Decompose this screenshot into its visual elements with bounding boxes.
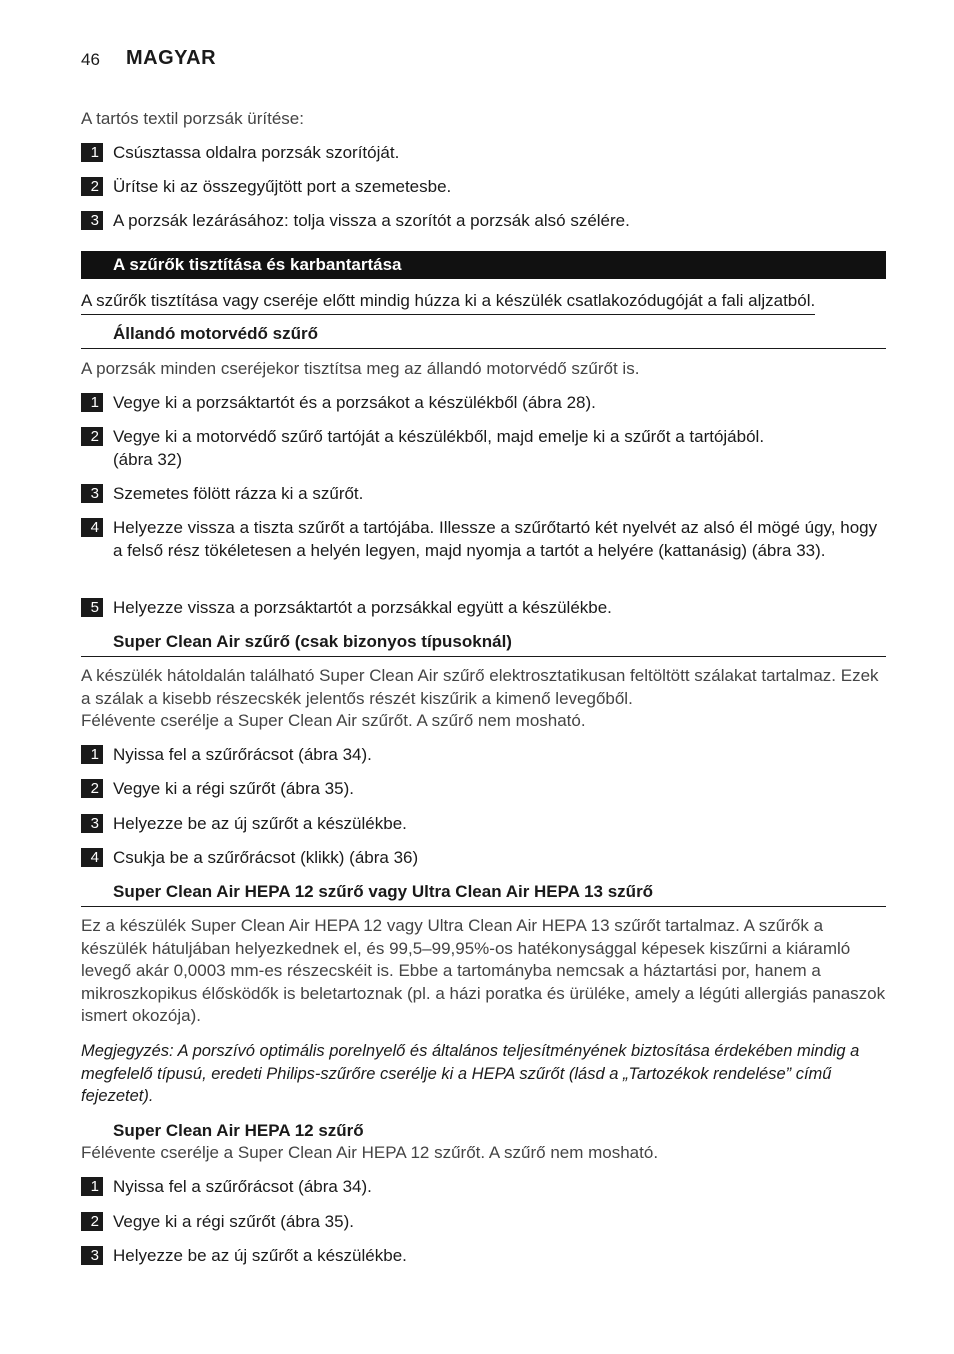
step-text: Helyezze vissza a porzsáktartót a porzsákkal együtt a készülékbe. (113, 598, 612, 617)
subheading-super-clean-air (81, 631, 886, 657)
subheading-motor-filter (81, 323, 886, 349)
step-a-1 (81, 142, 881, 165)
step-text: Helyezze vissza a tiszta szűrőt a tartójába. Illessze a szűrőtartó két nyelvét az alsó él mögé úgy, hogy a felső rész tökéletesen a helyén legyen, majd nyomja a tartót a helyére (kattanásig) (ábra 33). (113, 518, 878, 560)
step-b-5 (81, 597, 881, 620)
step-text: Vegye ki a régi szűrőt (ábra 35). (113, 1212, 354, 1231)
step-c-1 (81, 744, 881, 767)
hepa-description: Ez a készülék Super Clean Air HEPA 12 vagy Ultra Clean Air HEPA 13 szűrőt tartalmaz. A szűrők a készülék hátuljában helyezkednek el, és 99,5–99,95%-os hatékonysággal képesek kiszűrni a kiáramló levegő akár 0,0003 mm-es részecskéit is. Ebbe a tartományba nemcsak a háztartási por, hanem a mikroszkopikus élősködők is beletartoznak (pl. a házi poratka és ürüléke, amely a légúti allergiás panaszok ismert okozója). (81, 916, 886, 1025)
subheading-hepa-filters (81, 881, 886, 907)
step-text: Ürítse ki az összegyűjtött port a szemetesbe. (113, 177, 452, 196)
step-number: 1 (81, 745, 103, 764)
step-b-3 (81, 483, 881, 506)
subheading-text: Állandó motorvédő szűrő (113, 324, 318, 343)
step-text: Helyezze be az új szűrőt a készülékbe. (113, 1246, 407, 1265)
step-number: 5 (81, 598, 103, 617)
step-b-1 (81, 392, 881, 415)
step-number: 2 (81, 1212, 103, 1231)
step-number: 2 (81, 177, 103, 196)
step-c-3 (81, 813, 881, 836)
step-text: Vegye ki a régi szűrőt (ábra 35). (113, 779, 354, 798)
hepa-note: Megjegyzés: A porszívó optimális porelnyelő és általános teljesítményének biztosítása érdekében mindig a megfelelő típusú, eredeti Philips-szűrőre cserélje ki a HEPA szűrőt (lásd a „Tartozékok rendelése” című fejezetet). (81, 1042, 860, 1105)
step-text: Nyissa fel a szűrőrácsot (ábra 34). (113, 1177, 372, 1196)
subheading-text: Super Clean Air HEPA 12 szűrő vagy Ultra Clean Air HEPA 13 szűrő (113, 882, 654, 901)
step-d-3 (81, 1245, 881, 1268)
step-d-2 (81, 1211, 881, 1234)
step-number: 3 (81, 814, 103, 833)
step-b-4 (81, 517, 891, 562)
step-c-2 (81, 778, 881, 801)
step-text: Vegye ki a motorvédő szűrő tartóját a készülékből, majd emelje ki a szűrőt a tartójából. (ábra 32) (113, 427, 765, 469)
step-number: 1 (81, 143, 103, 162)
step-text: Csukja be a szűrőrácsot (klikk) (ábra 36) (113, 848, 419, 867)
step-number: 3 (81, 1246, 103, 1265)
section-heading-text: A szűrők tisztítása és karbantartása (113, 255, 402, 274)
step-number: 1 (81, 393, 103, 412)
step-number: 2 (81, 427, 103, 446)
section-heading-bar (81, 251, 886, 279)
step-a-3 (81, 210, 881, 233)
step-number: 3 (81, 484, 103, 503)
super-clean-air-replace-note: Félévente cserélje a Super Clean Air szűrőt. A szűrő nem mosható. (81, 711, 586, 730)
step-number: 2 (81, 779, 103, 798)
step-c-4 (81, 847, 881, 870)
step-text: Helyezze be az új szűrőt a készülékbe. (113, 814, 407, 833)
step-text: Vegye ki a porzsáktartót és a porzsákot a készülékből (ábra 28). (113, 393, 596, 412)
page-number: 46 (81, 50, 100, 69)
super-clean-air-description: A készülék hátoldalán található Super Clean Air szűrő elektrosztatikusan feltöltött szálakat tartalmaz. Ezek a szálak a kisebb részecskék jelentős részét kiszűrik a kimenő levegőből. (81, 666, 879, 708)
subheading-text: Super Clean Air szűrő (csak bizonyos típusoknál) (113, 632, 512, 651)
language-heading: MAGYAR (126, 47, 217, 69)
subheading-hepa-12: Super Clean Air HEPA 12 szűrő (113, 1121, 364, 1140)
step-text: Szemetes fölött rázza ki a szűrőt. (113, 484, 364, 503)
step-text: A porzsák lezárásához: tolja vissza a szorítót a porzsák alsó szélére. (113, 211, 630, 230)
warning-text: A szűrők tisztítása vagy cseréje előtt mindig húzza ki a készülék csatlakozódugóját a fali aljzatból. (81, 290, 815, 315)
step-text: Nyissa fel a szűrőrácsot (ábra 34). (113, 745, 372, 764)
step-a-2 (81, 176, 881, 199)
motor-filter-description: A porzsák minden cseréjekor tisztítsa meg az állandó motorvédő szűrőt is. (81, 359, 640, 378)
step-number: 4 (81, 518, 103, 537)
step-number: 1 (81, 1177, 103, 1196)
intro-text: A tartós textil porzsák ürítése: (81, 109, 304, 128)
step-d-1 (81, 1176, 881, 1199)
step-b-2 (81, 426, 781, 471)
step-text: Csúsztassa oldalra porzsák szorítóját. (113, 143, 400, 162)
hepa-12-description: Félévente cserélje a Super Clean Air HEPA 12 szűrőt. A szűrő nem mosható. (81, 1143, 659, 1162)
step-number: 4 (81, 848, 103, 867)
step-number: 3 (81, 211, 103, 230)
